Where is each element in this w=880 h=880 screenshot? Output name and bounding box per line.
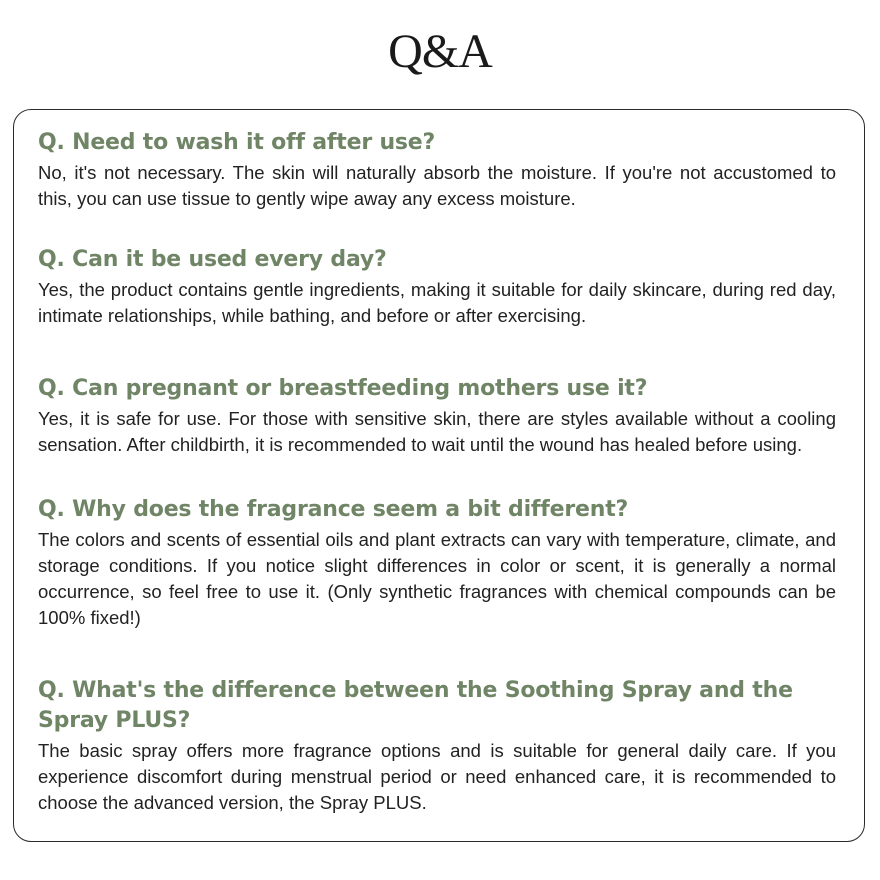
question-heading: Q. Why does the fragrance seem a bit different? xyxy=(38,497,629,522)
answer-text: The basic spray offers more fragrance options and is suitable for general daily care. If you experience discomfort during menstrual period or need enhanced care, it is recommended to choose the advanced version, the Spray PLUS. xyxy=(38,740,836,813)
qa-item xyxy=(38,495,836,631)
answer-text: The colors and scents of essential oils and plant extracts can vary with temperature, climate, and storage conditions. If you notice slight differences in color or scent, it is generally a normal occurrence, so feel free to use it. (Only synthetic fragrances with chemical compounds can be 100% fixed!) xyxy=(38,529,836,628)
page-title: Q&A xyxy=(388,25,492,78)
qa-item xyxy=(38,128,836,212)
qa-item xyxy=(38,245,836,329)
answer-text: No, it's not necessary. The skin will naturally absorb the moisture. If you're not accustomed to this, you can use tissue to gently wipe away any excess moisture. xyxy=(38,162,836,209)
answer-text: Yes, it is safe for use. For those with sensitive skin, there are styles available without a cooling sensation. After childbirth, it is recommended to wait until the wound has healed before using. xyxy=(38,408,836,455)
qa-item xyxy=(38,374,836,458)
qa-item xyxy=(38,676,836,816)
question-heading: Q. Can it be used every day? xyxy=(38,247,387,272)
qa-card xyxy=(13,109,865,842)
question-heading: Q. Can pregnant or breastfeeding mothers use it? xyxy=(38,376,648,401)
question-heading: Q. Need to wash it off after use? xyxy=(38,130,436,155)
question-heading: Q. What's the difference between the Soothing Spray and the Spray PLUS? xyxy=(38,678,793,733)
answer-text: Yes, the product contains gentle ingredients, making it suitable for daily skincare, during red day, intimate relationships, while bathing, and before or after exercising. xyxy=(38,279,836,326)
